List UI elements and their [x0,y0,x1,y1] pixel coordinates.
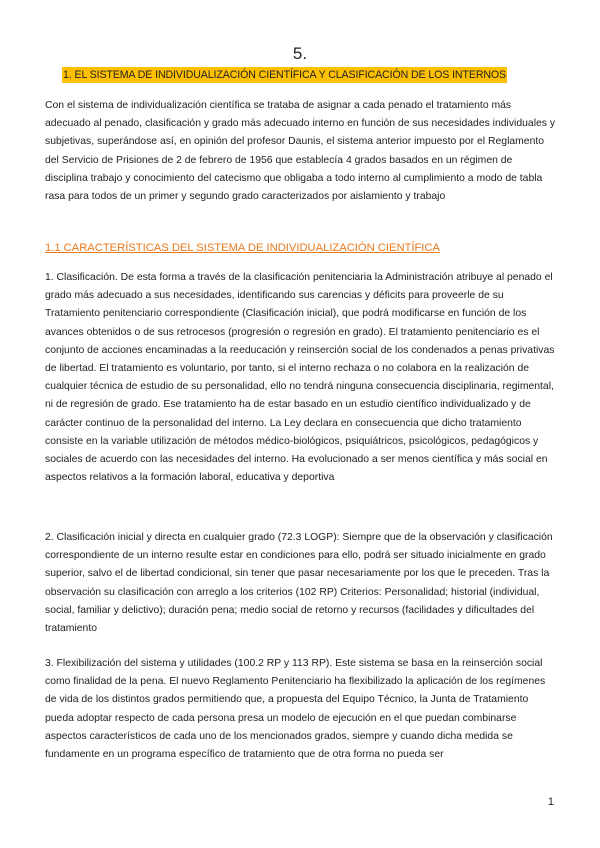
chapter-number: 5. [292,44,308,63]
paragraph-flexibilizacion: 3. Flexibilización del sistema y utilidades (100.2 RP y 113 RP). Este sistema se basa en la reinserción social como finalidad de la pena. El nuevo Reglamento Penitenciario ha flexibilizado la aplicación de los regímenes de vida de los distintos grados permitiendo que, a propuesta del Equipo Técnico, la Junta de Tratamiento pueda adoptar respecto de cada persona presa un modelo de ejecución en el que puedan combinarse aspectos característicos de cada uno de los mencionados grados, siempre y cuando dicha medida se fundamente en un programa específico de tratamiento que de otra forma no pueda ser [45,658,546,761]
intro-paragraph: Con el sistema de individualización científica se trataba de asignar a cada penado el tratamiento más adecuado al penado, clasificación y grado más adecuado interno en función de sus necesidades individuales y subjetivas, superándose así, en opinión del profesor Daunis, el sistema anterior impuesto por el Reglamento del Servicio de Prisiones de 2 de febrero de 1956 que establecía 4 grados basados en un régimen de disciplina trabajo y conocimiento del catecismo que obligaba a todo interno al cumplimiento a modo de tabla rasa para todos de un primer y segundo grado caracterizados por aislamiento y trabajo [45,100,556,203]
page-number: 1 [547,796,554,808]
paragraph-clasificacion-inicial: 2. Clasificación inicial y directa en cualquier grado (72.3 LOGP): Siempre que de la observación y clasificación correspondiente de un interno resulte estar en condiciones para ello, podrá ser situado inicialmente en grado superior, salvo el de libertad condicional, sin tener que pasar necesariamente por los que le preceden. Tras la observación su clasificación con arreglo a los criterios (102 RP) Criterios: Personalidad; historial (individual, social, familiar y delictivo); duración pena; medio social de retorno y recursos (facilidades y dificultades del tratamiento [45,532,553,635]
section-heading: 1. EL SISTEMA DE INDIVIDUALIZACIÓN CIENTÍFICA Y CLASIFICACIÓN DE LOS INTERNOS [63,69,507,81]
subheading: 1.1 CARACTERÍSTICAS DEL SISTEMA DE INDIVIDUALIZACIÓN CIENTÍFICA [45,242,440,254]
paragraph-clasificacion: 1. Clasificación. De esta forma a través de la clasificación penitenciaria la Administración atribuye al penado el grado más adecuado a sus necesidades, identificando sus carencias y déficits para proveerle de su Tratamiento penitenciario correspondiente (Clasificación inicial), que podrá modificarse en función de los avances obtenidos o de sus retrocesos (progresión o regresión en grado). El tratamiento penitenciario es el conjunto de acciones encaminadas a la reeducación y reinserción social de los condenados a penas privativas de libertad. El tratamiento es voluntario, por tanto, si el interno rechaza o no colabora en la realización de cualquier técnica de estudio de su personalidad, ello no tendrá ninguna consecuencia disciplinaria, regimental, ni de regresión de grado. Ese tratamiento ha de estar basado en un estudio científico individualizado y de carácter continuo de la personalidad del interno. La Ley declara en consecuencia que dicho tratamiento consiste en la variable utilización de métodos médico-biológicos, psiquiátricos, psicológicos, pedagógicos y sociales de acuerdo con las necesidades del interno. Ha evolucionado a ser menos científica y más social en aspectos relativos a la formación laboral, educativa y deportiva [45,272,555,484]
